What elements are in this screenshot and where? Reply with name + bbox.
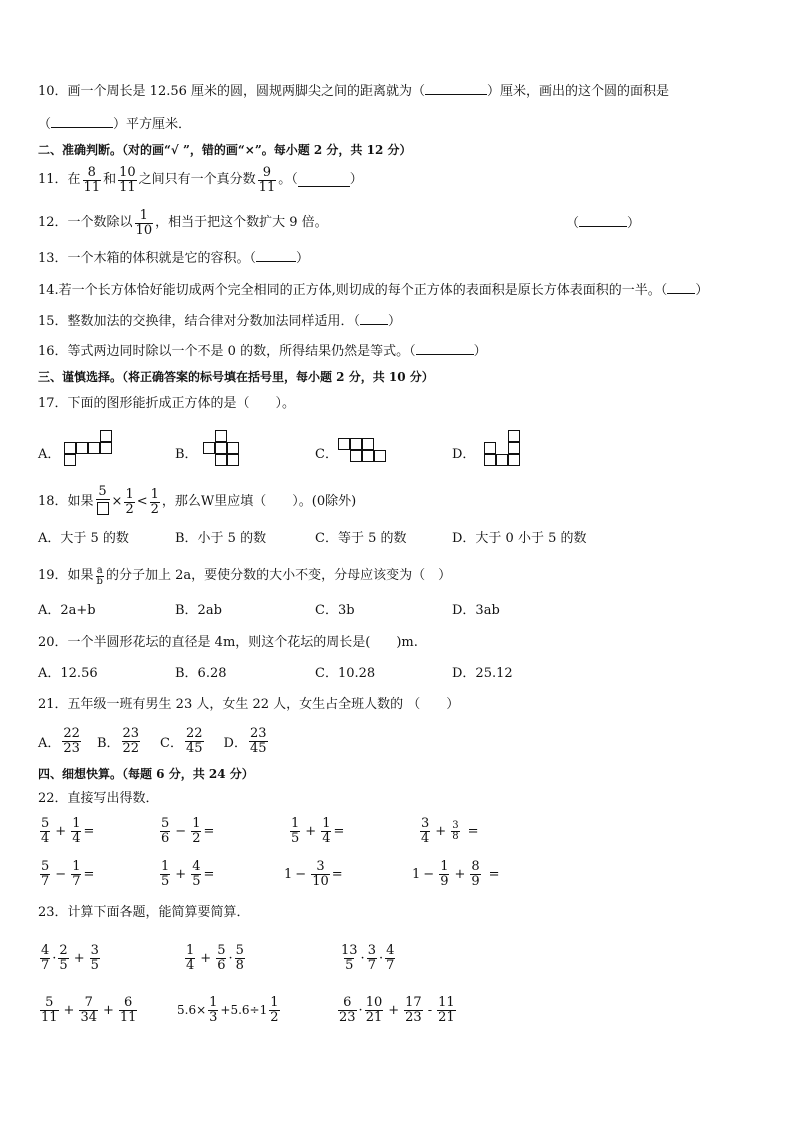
q11-frac-2 bbox=[118, 166, 137, 195]
q15-text: 15．整数加法的交换律，结合律对分数加法同样适用．（ bbox=[38, 314, 361, 329]
q10-text-c: （ bbox=[38, 117, 52, 132]
q21-c-num: 22 bbox=[186, 725, 203, 741]
q15-blank[interactable] bbox=[360, 312, 388, 325]
q18-option-d[interactable]: D．大于 0 小于 5 的数 bbox=[452, 531, 587, 546]
section-3-heading: 三、谨慎选择。（将正确答案的标号填在括号里，每小题 2 分，共 10 分） bbox=[38, 370, 434, 384]
q19-option-b[interactable]: B．2ab bbox=[175, 603, 222, 618]
q23-expr-5: 5.6× $\frac{1}{3}$ +5.6÷1 $\frac{1}{2}$ bbox=[177, 994, 279, 1025]
q21-d-num: 23 bbox=[249, 725, 267, 741]
q18-post: ，那么W里应填（ ）。(0除外) bbox=[161, 494, 357, 509]
q22-expr-8: 1 − $\frac{1}{9}$ + $\frac{8}{9}$ = bbox=[412, 858, 500, 889]
q12-open: （ bbox=[566, 216, 580, 231]
q20-stem: 20．一个半圆形花坛的直径是 4m，则这个花坛的周长是( )m. bbox=[38, 635, 418, 650]
q21-options bbox=[38, 722, 270, 760]
q16 bbox=[38, 342, 487, 361]
q21-option-d[interactable]: D． bbox=[223, 735, 247, 751]
q14 bbox=[38, 281, 708, 300]
q21-option-a[interactable]: A． bbox=[38, 735, 61, 751]
q11-frac-1 bbox=[83, 166, 102, 195]
q11-f2-num: 10 bbox=[119, 164, 136, 180]
q11-f3-den: 11 bbox=[258, 179, 276, 195]
q19-pre: 19．如果 bbox=[38, 568, 94, 583]
q11-close: ） bbox=[349, 172, 363, 187]
q21-c-frac bbox=[185, 727, 204, 756]
q11-and: 和 bbox=[103, 172, 117, 187]
q10-line2 bbox=[38, 115, 191, 134]
q19-option-c[interactable]: C．3b bbox=[315, 603, 355, 618]
q13-close: ） bbox=[296, 251, 310, 266]
q19-option-d[interactable]: D．3ab bbox=[452, 603, 500, 618]
q19-num: a bbox=[96, 564, 103, 576]
q18-f1-num: 5 bbox=[98, 484, 107, 499]
q21-a-frac bbox=[62, 727, 81, 756]
q21-c-den: 45 bbox=[186, 740, 203, 756]
q12-answer bbox=[566, 214, 640, 233]
q23-expr-4: $\frac{5}{11}$ + $\frac{7}{34}$ + $\frac{6}{11}$ bbox=[41, 994, 137, 1025]
q18-frac-2 bbox=[124, 488, 134, 517]
q11-f1-num: 8 bbox=[87, 164, 96, 180]
q18-pre: 18．如果 bbox=[38, 494, 94, 509]
q11-f3-num: 9 bbox=[262, 164, 272, 180]
q18-f3-den: 2 bbox=[150, 501, 159, 517]
q10-text-d: ）平方厘米． bbox=[113, 117, 192, 132]
q18-option-c[interactable]: C．等于 5 的数 bbox=[315, 531, 407, 546]
q12-frac bbox=[135, 209, 154, 238]
q22-expr-7: 1 − $\frac{3}{10}$ = bbox=[284, 858, 343, 889]
q12-post: ，相当于把这个数扩大 9 倍。 bbox=[155, 215, 328, 230]
q11-blank[interactable] bbox=[298, 174, 350, 187]
q10-blank-1[interactable] bbox=[425, 82, 487, 95]
q21-option-b[interactable]: B． bbox=[96, 735, 120, 751]
q21-option-c[interactable]: C． bbox=[160, 735, 183, 751]
q14-blank[interactable] bbox=[667, 281, 695, 294]
q23-stem: 23．计算下面各题，能简算要简算． bbox=[38, 905, 250, 920]
q15-close: ） bbox=[388, 314, 402, 329]
q18-option-a[interactable]: A．大于 5 的数 bbox=[38, 531, 129, 546]
q14-text: 14.若一个长方体恰好能切成两个完全相同的正方体,则切成的每个正方体的表面积是原长方体表面积的一半。（ bbox=[38, 283, 668, 298]
q17-net-c bbox=[338, 438, 390, 464]
q18-lt: < bbox=[136, 494, 148, 509]
q13 bbox=[38, 249, 309, 268]
q11-f1-den: 11 bbox=[83, 179, 101, 195]
q19-den: b bbox=[96, 575, 103, 587]
q12 bbox=[38, 205, 328, 241]
q18-box-den[interactable] bbox=[96, 499, 110, 519]
q20-option-b[interactable]: B．6.28 bbox=[175, 666, 227, 681]
q17-option-d[interactable]: D． bbox=[452, 447, 476, 462]
q20-option-d[interactable]: D．25.12 bbox=[452, 666, 513, 681]
q10-blank-2[interactable] bbox=[51, 115, 113, 128]
q18-f3-num: 1 bbox=[150, 486, 159, 502]
q23-expr-6: $\frac{6}{23}$ · $\frac{10}{21}$ + $\frac{17}{23}$ - $\frac{11}{21}$ bbox=[339, 994, 455, 1025]
q17-option-a[interactable]: A． bbox=[38, 447, 61, 462]
q22-expr-2: $\frac{5}{6}$ − $\frac{1}{2}$ = bbox=[161, 815, 215, 846]
q21-b-num: 23 bbox=[122, 725, 140, 741]
q11-post: 。（ bbox=[278, 172, 298, 187]
q16-close: ） bbox=[473, 344, 487, 359]
q11-mid: 之间只有一个真分数 bbox=[138, 172, 256, 187]
q12-num: 1 bbox=[139, 207, 148, 223]
q18-frac-3 bbox=[150, 488, 160, 517]
q20-option-a[interactable]: A．12.56 bbox=[38, 666, 98, 681]
q17-net-b bbox=[203, 430, 243, 468]
q17-net-a bbox=[64, 430, 116, 468]
q18-f2-num: 1 bbox=[125, 486, 134, 502]
q12-den: 10 bbox=[135, 222, 153, 238]
q18-f2-den: 2 bbox=[125, 501, 134, 517]
q21-b-frac bbox=[122, 727, 141, 756]
q14-close: ） bbox=[695, 283, 709, 298]
q19-post: 的分子加上 2a，要使分数的大小不变，分母应该变为（ ） bbox=[105, 568, 452, 583]
q17-option-b[interactable]: B． bbox=[175, 447, 198, 462]
q22-expr-3: $\frac{1}{5}$ + $\frac{1}{4}$ = bbox=[291, 815, 345, 846]
q19-stem bbox=[38, 562, 451, 590]
q22-expr-4: $\frac{3}{4}$ + $\frac{3}{8}$ = bbox=[421, 815, 479, 846]
q16-blank[interactable] bbox=[416, 342, 474, 355]
section-2-heading: 二、准确判断。（对的画“√ ”，错的画“×”。每小题 2 分，共 12 分） bbox=[38, 143, 412, 157]
q12-pre: 12．一个数除以 bbox=[38, 215, 133, 230]
q17-option-c[interactable]: C． bbox=[315, 447, 338, 462]
q22-expr-6: $\frac{1}{5}$ + $\frac{4}{5}$ = bbox=[161, 858, 215, 889]
q10-line1 bbox=[38, 82, 669, 101]
q19-option-a[interactable]: A．2a+b bbox=[38, 603, 96, 618]
q12-blank[interactable] bbox=[579, 214, 627, 227]
q16-text: 16．等式两边同时除以一个不是 0 的数，所得结果仍然是等式。（ bbox=[38, 344, 416, 359]
q18-frac-1 bbox=[96, 485, 110, 519]
q13-blank[interactable] bbox=[256, 249, 296, 262]
q21-b-den: 22 bbox=[122, 740, 140, 756]
q23-expr-3: $\frac{13}{5}$ · $\frac{3}{7}$ · $\frac{4}{7}$ bbox=[341, 942, 395, 973]
q13-text: 13．一个木箱的体积就是它的容积。（ bbox=[38, 251, 257, 266]
q11-frac-3 bbox=[258, 166, 277, 195]
q18-option-b[interactable]: B．小于 5 的数 bbox=[175, 531, 267, 546]
q17-stem: 17．下面的图形能折成正方体的是（ ）。 bbox=[38, 396, 296, 411]
q22-stem: 22．直接写出得数． bbox=[38, 791, 159, 806]
q21-a-num: 22 bbox=[63, 725, 80, 741]
q21-d-den: 45 bbox=[249, 740, 267, 756]
q22-expr-5: $\frac{5}{7}$ − $\frac{1}{7}$ = bbox=[41, 858, 95, 889]
q11-f2-den: 11 bbox=[119, 179, 136, 195]
q18-stem bbox=[38, 482, 356, 522]
q10-text-a: 10．画一个周长是 12.56 厘米的圆，圆规两脚尖之间的距离就为（ bbox=[38, 84, 426, 99]
q20-option-c[interactable]: C．10.28 bbox=[315, 666, 376, 681]
q23-expr-1: $\frac{4}{7}$ · $\frac{2}{5}$ + $\frac{3}{5}$ bbox=[41, 942, 99, 973]
q22-expr-1: $\frac{5}{4}$ + $\frac{1}{4}$ = bbox=[41, 815, 95, 846]
q12-close: ） bbox=[627, 216, 641, 231]
q19-frac bbox=[96, 566, 104, 587]
q21-d-frac bbox=[249, 727, 268, 756]
q11-pre: 11．在 bbox=[38, 172, 81, 187]
q17-net-d bbox=[484, 430, 524, 470]
q21-a-den: 23 bbox=[63, 740, 80, 756]
q23-expr-2: $\frac{1}{4}$ + $\frac{5}{6}$ · $\frac{5}{8}$ bbox=[186, 942, 244, 973]
q15 bbox=[38, 312, 401, 331]
q10-text-b: ）厘米，画出的这个圆的面积是 bbox=[487, 84, 670, 99]
q18-times: × bbox=[111, 494, 123, 509]
q21-stem: 21．五年级一班有男生 23 人，女生 22 人，女生占全班人数的 （ ） bbox=[38, 697, 460, 712]
q11 bbox=[38, 162, 363, 198]
section-4-heading: 四、细想快算。（每题 6 分，共 24 分） bbox=[38, 767, 254, 781]
